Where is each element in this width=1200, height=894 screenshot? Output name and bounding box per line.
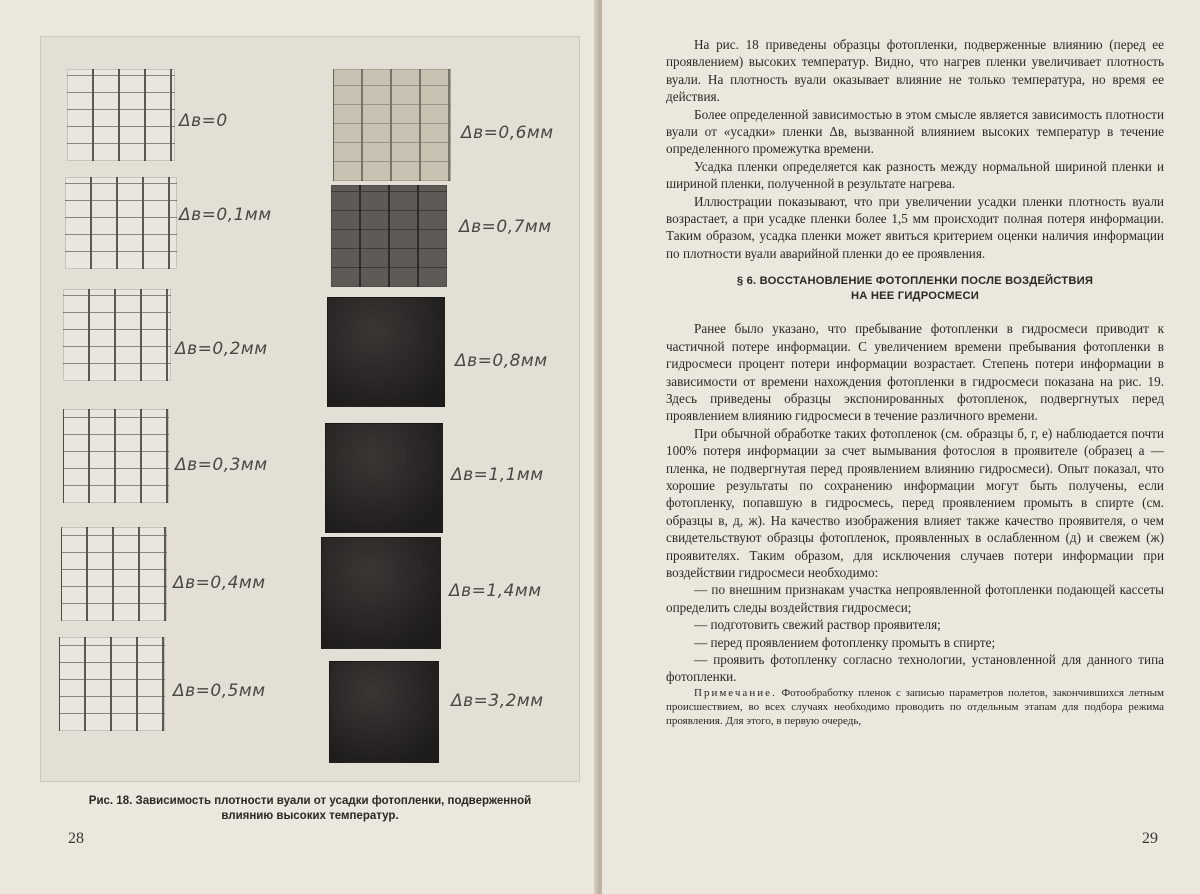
sample-label: Δв=0,2мм: [175, 339, 268, 359]
sample-label: Δв=0,3мм: [175, 455, 268, 475]
film-sample: [65, 177, 177, 269]
film-sample: [331, 185, 447, 287]
caption-line: влиянию высоких температур.: [221, 810, 399, 822]
sample-label: Δв=0,4мм: [173, 573, 266, 593]
sample-label: Δв=3,2мм: [451, 691, 544, 711]
paragraph: Усадка пленки определяется как разность между нормальной шириной пленки и шириной пленки, полученной в результате нагрева.: [666, 158, 1164, 192]
note-label: Примечание.: [694, 686, 777, 699]
sample-label: Δв=1,4мм: [449, 581, 542, 601]
sample-label: Δв=0,1мм: [179, 205, 272, 225]
right-page: [602, 0, 1200, 894]
paragraph: При обычной обработке таких фотопленок (см. образцы б, г, е) наблюдается почти 100% потеря информации за счет вымывания фотослоя в проявителе (образец а — пленка, не подвергнутая перед проявлением влиянию гидросмеси). Опыт показал, что хорошие результаты по сохранению информации могут быть получены, если фотопленку, попавшую в гидросмесь, перед проявлением промыть в спирте (см. образцы в, д, ж). На качество изображения влияет также качество проявителя, о чем свидетельствуют образцы фотопленок, проявленных в ослабленном (д) и свежем (ж) проявителях. Таким образом, для исключения случаев потери информации при воздействии гидросмеси необходимо:: [666, 425, 1164, 580]
film-sample: [59, 637, 165, 731]
paragraph: На рис. 18 приведены образцы фотопленки, подверженные влиянию (перед ее проявлением) высоких температур. Видно, что нагрев пленки увеличивает плотность вуали. На плотность вуали оказывает влияние не только температура, но время ее действия.: [666, 37, 1164, 105]
paragraph: Ранее было указано, что пребывание фотопленки в гидросмеси приводит к частичной потере информации. С увеличением времени пребывания фотопленки в гидросмеси процент потери информации возрастает. Степень потери информации в зависимости от времени нахождения фотопленки в гидросмеси показана на рис. 19. Здесь приведены образцы экспонированных фотопленок, подвергнутых перед проявлением влиянию гидросмеси в течение различного времени.: [666, 321, 1164, 424]
film-sample: [333, 69, 451, 181]
paragraph: Иллюстрации показывают, что при увеличении усадки пленки плотность вуали возрастает, а при усадке пленки более 1,5 мм происходит полная потеря информации. Таким образом, усадка пленки может явиться критерием оценки наличия информации по плотности вуали аварийной пленки до ее проявления.: [666, 193, 1164, 261]
film-sample: [327, 297, 445, 407]
page-number: 29: [1142, 830, 1158, 847]
sample-label: Δв=1,1мм: [451, 465, 544, 485]
film-sample: [63, 289, 171, 381]
sample-label: Δв=0: [179, 111, 228, 131]
film-sample: [329, 661, 439, 763]
body-text: [666, 36, 1164, 728]
sample-label: Δв=0,8мм: [455, 351, 548, 371]
sample-label: Δв=0,7мм: [459, 217, 552, 237]
left-page: [0, 0, 598, 894]
film-sample: [321, 537, 441, 649]
heading-line: § 6. ВОССТАНОВЛЕНИЕ ФОТОПЛЕНКИ ПОСЛЕ ВОЗДЕЙСТВИЯ: [736, 275, 1094, 288]
list-item: — подготовить свежий раствор проявителя;: [694, 617, 941, 633]
film-sample: [61, 527, 167, 621]
film-sample: [325, 423, 443, 533]
film-sample: [63, 409, 169, 503]
figure-caption: [60, 794, 560, 824]
caption-line: Рис. 18. Зависимость плотности вуали от усадки фотопленки, подверженной: [88, 795, 532, 807]
list-item: — по внешним признакам участка непроявленной фотопленки подающей кассеты определить следы воздействия гидросмеси;: [666, 582, 1164, 615]
figure-plate: [40, 36, 580, 782]
page-number: 28: [68, 830, 84, 847]
heading-line: НА НЕЕ ГИДРОСМЕСИ: [851, 290, 979, 303]
list-item: — перед проявлением фотопленку промыть в спирте;: [694, 634, 996, 650]
footnote: [666, 686, 1164, 728]
sample-label: Δв=0,6мм: [461, 123, 554, 143]
paragraph: Более определенной зависимостью в этом смысле является зависимость плотности вуали от «усадки» пленки Δв, вызванной влиянием высоких температур в течение определенного промежутка времени.: [666, 106, 1164, 157]
film-sample: [67, 69, 175, 161]
list-item: — проявить фотопленку согласно технологии, установленной для данного типа фотопленки.: [666, 652, 1164, 685]
section-heading: [666, 274, 1164, 304]
note-text: Фотообработку пленок с записью параметров полетов, закончившихся летным происшествием, во всех случаях необходимо проводить по отдельным этапам для подбора режима проявления. Для этого, в первую очередь,: [666, 686, 1165, 727]
sample-label: Δв=0,5мм: [173, 681, 266, 701]
